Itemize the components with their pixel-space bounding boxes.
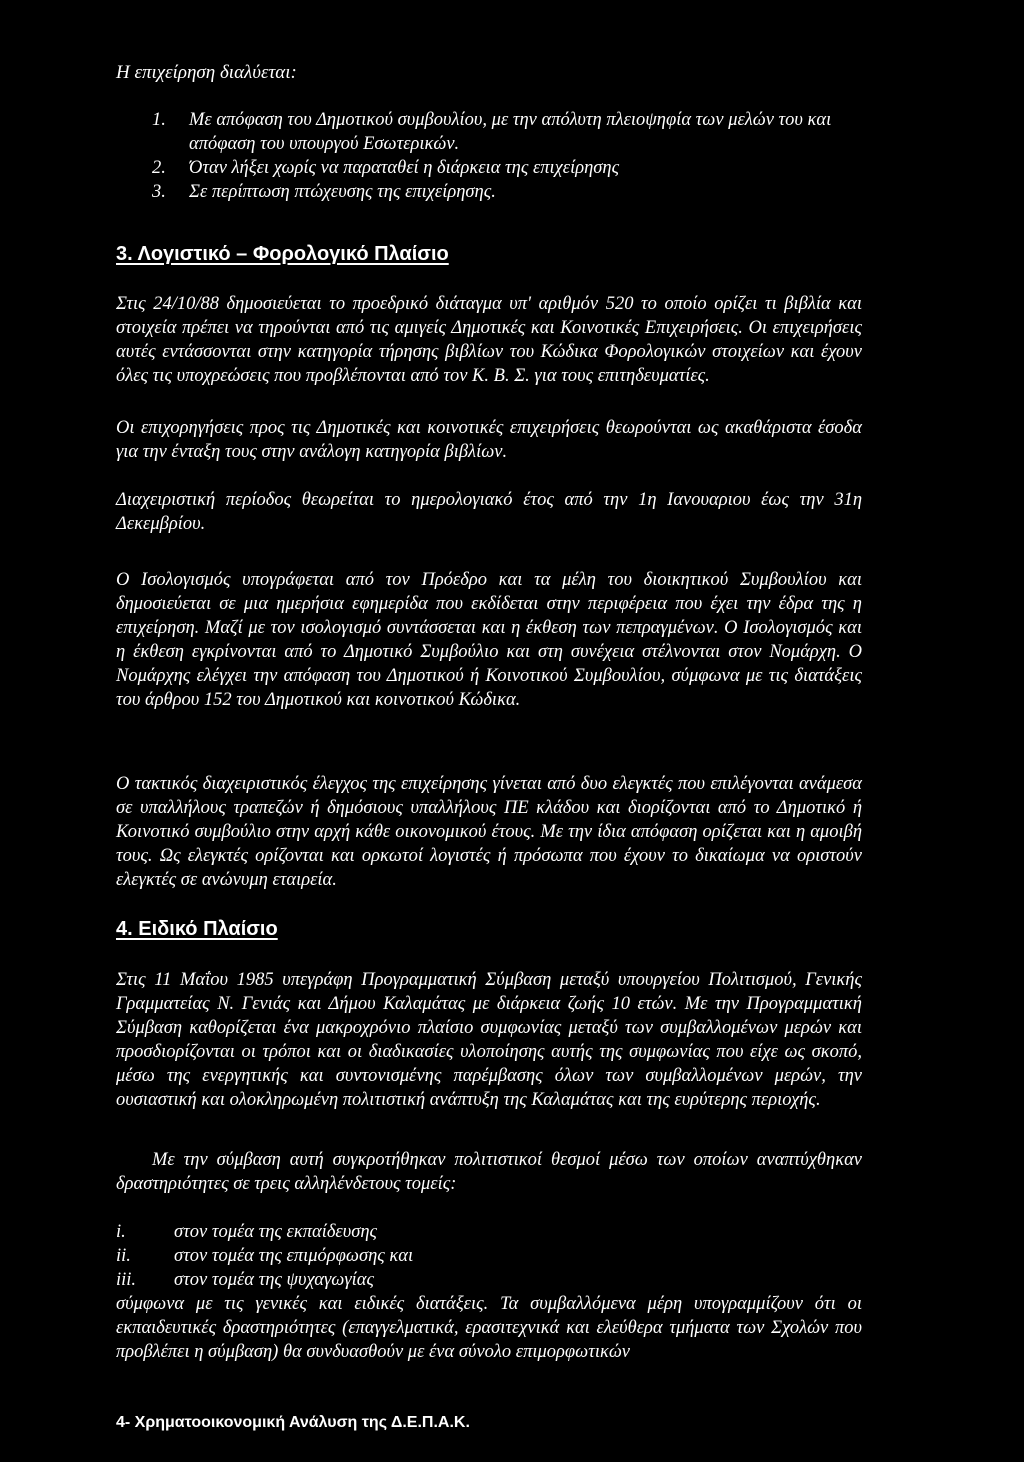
section-3-paragraph-3: Διαχειριστική περίοδος θεωρείται το ημερολογιακό έτος από την 1η Ιανουαριου έως την 31η Δεκεμβρίου. bbox=[116, 490, 862, 534]
dissolution-item-3 bbox=[152, 180, 864, 204]
section-4-heading: 4. Ειδικό Πλαίσιο bbox=[116, 918, 278, 940]
list-item bbox=[116, 1244, 862, 1268]
section-4-paragraph-2-text: Με την σύμβαση αυτή συγκροτήθηκαν πολιτιστικοί θεσμοί μέσω των οποίων αναπτύχθηκαν δραστηριότητες σε τρεις αλληλένδετους τομείς: bbox=[116, 1150, 862, 1194]
section-4-paragraph-3: σύμφωνα με τις γενικές και ειδικές διατάξεις. Τα συμβαλλόμενα μέρη υπογραμμίζουν ότι οι εκπαιδευτικές δραστηριότητες (επαγγελματικά, ερασιτεχνικά και ελεύθερα τμήματα των Σχολών που προβλέπει η σύμβαση) θα συνδυασθούν με ένα σύνολο επιμορφωτικών bbox=[116, 1294, 862, 1362]
item-number: 1. bbox=[152, 110, 166, 130]
dissolution-intro: Η επιχείρηση διαλύεται: bbox=[116, 62, 297, 83]
item-text: Όταν λήξει χωρίς να παραταθεί η διάρκεια της επιχείρησης bbox=[189, 158, 620, 178]
item-number: ii. bbox=[116, 1246, 131, 1266]
page-footer: 4- Χρηματοοικονομική Ανάλυση της Δ.Ε.Π.Α.Κ. bbox=[116, 1414, 470, 1431]
item-number: 2. bbox=[152, 158, 166, 178]
item-number: 3. bbox=[152, 182, 166, 202]
section-3-paragraph-1: Στις 24/10/88 δημοσιεύεται το προεδρικό διάταγμα υπ' αριθμόν 520 το οποίο ορίζει τι βιβλία και στοιχεία πρέπει να τηρούνται από τις αμιγείς Δημοτικές και Κοινοτικές Επιχειρήσεις. Οι επιχειρήσεις αυτές εντάσσονται στην κατηγορία τήρησης βιβλίων του Κώδικα Φορολογικών στοιχείων και έχουν όλες τις υποχρεώσεις που προβλέπονται από τον Κ. Β. Σ. για τους επιτηδευματίες. bbox=[116, 294, 862, 386]
item-text: στον τομέα της εκπαίδευσης bbox=[174, 1222, 378, 1242]
list-item bbox=[116, 1220, 862, 1244]
section-3-paragraph-5: Ο τακτικός διαχειριστικός έλεγχος της επιχείρησης γίνεται από δυο ελεγκτές που επιλέγονται ανάμεσα σε υπαλλήλους τραπεζών ή δημόσιους υπαλλήλους ΠΕ κλάδου και διορίζονται από το Δημοτικό ή Κοινοτικό συμβούλιο στην αρχή κάθε οικονομικού έτους. Με την ίδια απόφαση ορίζεται και η αμοιβή τους. Ως ελεγκτές ορίζονται και ορκωτοί λογιστές ή πρόσωπα που έχουν το δικαίωμα να οριστούν ελεγκτές σε ανώνυμη εταιρεία. bbox=[116, 774, 862, 890]
dissolution-item-1 bbox=[152, 108, 864, 156]
item-text: Με απόφαση του Δημοτικού συμβουλίου, με την απόλυτη πλειοψηφία των μελών του και απόφαση του υπουργού Εσωτερικών. bbox=[189, 110, 832, 154]
item-text: στον τομέα της ψυχαγωγίας bbox=[174, 1270, 374, 1290]
list-item bbox=[116, 1268, 862, 1292]
section-3-heading: 3. Λογιστικό – Φορολογικό Πλαίσιο bbox=[116, 243, 449, 265]
sectors-list bbox=[116, 1220, 862, 1292]
section-4-paragraph-2 bbox=[116, 1148, 862, 1196]
section-3-paragraph-4: Ο Ισολογισμός υπογράφεται από τον Πρόεδρο και τα μέλη του διοικητικού Συμβουλίου και δημοσιεύεται σε μια ημερήσια εφημερίδα που εκδίδεται στην περιφέρεια που έχει την έδρα της η επιχείρηση. Μαζί με τον ισολογισμό συντάσσεται και η έκθεση των πεπραγμένων. Ο Ισολογισμός και η έκθεση εγκρίνονται από το Δημοτικό Συμβούλιο και στη συνέχεια στέλνονται στον Νομάρχη. Ο Νομάρχης ελέγχει την απόφαση του Δημοτικού ή Κοινοτικού Συμβουλίου, σύμφωνα με τις διατάξεις του άρθρου 152 του Δημοτικού και κοινοτικού Κώδικα. bbox=[116, 570, 862, 710]
item-text: στον τομέα της επιμόρφωσης και bbox=[174, 1246, 414, 1266]
section-3-paragraph-2: Οι επιχορηγήσεις προς τις Δημοτικές και κοινοτικές επιχειρήσεις θεωρούνται ως ακαθάριστα έσοδα για την ένταξη τους στην ανάλογη κατηγορία βιβλίων. bbox=[116, 418, 862, 462]
dissolution-item-2 bbox=[152, 156, 864, 180]
item-text: Σε περίπτωση πτώχευσης της επιχείρησης. bbox=[189, 182, 496, 202]
item-number: iii. bbox=[116, 1270, 137, 1290]
section-4-paragraph-1: Στις 11 Μαΐου 1985 υπεγράφη Προγραμματική Σύμβαση μεταξύ υπουργείου Πολιτισμού, Γενικής Γραμματείας Ν. Γενιάς και Δήμου Καλαμάτας με διάρκεια ζωής 10 ετών. Με την Προγραμματική Σύμβαση καθορίζεται ένα μακροχρόνιο πλαίσιο συμφωνίας μεταξύ των συμβαλλομένων μερών και προσδιορίζονται οι τρόποι και οι διαδικασίες υλοποίησης αυτής της συμφωνίας που είχε ως σκοπό, μέσω της ενεργητικής και συντονισμένης παρέμβασης όλων των συμβαλλομένων μερών, την ουσιαστική και ολοκληρωμένη πολιτιστική ανάπτυξη της Καλαμάτας και της ευρύτερης περιοχής. bbox=[116, 970, 862, 1110]
item-number: i. bbox=[116, 1222, 126, 1242]
